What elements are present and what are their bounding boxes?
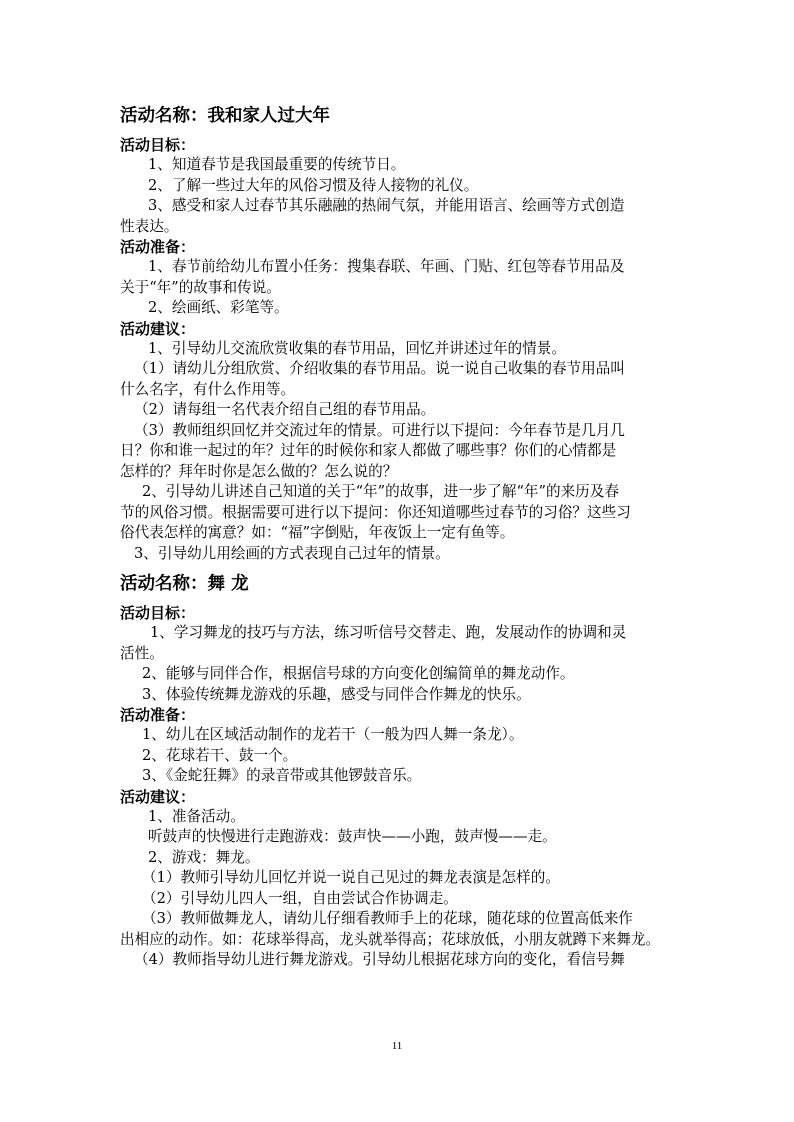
- paragraph-line: 1、幼儿在区域活动制作的龙若干（一般为四人舞一条龙）。: [142, 726, 524, 743]
- section-heading-advice: 活动建议：: [120, 319, 196, 338]
- paragraph-line: 怎样的？拜年时你是怎么做的？怎么说的？: [120, 462, 398, 480]
- paragraph-line: （3）教师做舞龙人，请幼儿仔细看教师手上的花球，随花球的位置高低来作: [142, 910, 633, 927]
- paragraph-line: 出相应的动作。如：花球举得高，龙头就举得高；花球放低，小朋友就蹲下来舞龙。: [120, 930, 660, 948]
- paragraph-line: 1、准备活动。: [148, 807, 245, 825]
- paragraph-line: 1、春节前给幼儿布置小任务：搜集春联、年画、门贴、红包等春节用品及: [148, 258, 625, 275]
- paragraph-line: 2、引导幼儿讲述自己知道的关于“年”的故事，进一步了解“年”的来历及春: [142, 483, 619, 500]
- paragraph-line: 3、体验传统舞龙游戏的乐趣，感受与同伴合作舞龙的快乐。: [142, 685, 531, 703]
- paragraph-line: 2、能够与同伴合作，根据信号球的方向变化创编简单的舞龙动作。: [142, 665, 575, 682]
- paragraph-line: 2、绘画纸、彩笔等。: [148, 299, 289, 316]
- activity-title: 活动名称：舞 龙: [120, 574, 249, 594]
- paragraph-line: 2、花球若干、鼓一个。: [142, 746, 298, 764]
- paragraph-line: 2、了解一些过大年的风俗习惯及待人接物的礼仪。: [148, 176, 479, 194]
- paragraph-line: 3、引导幼儿用绘画的方式表现自己过年的情景。: [134, 544, 450, 562]
- section-heading-goals: 活动目标：: [120, 604, 196, 622]
- activity-title: 活动名称：我和家人过大年: [120, 106, 330, 126]
- paragraph-line: 1、知道春节是我国最重要的传统节日。: [148, 156, 406, 173]
- paragraph-line: 关于“年”的故事和传说。: [120, 278, 281, 296]
- paragraph-line: 性表达。: [120, 217, 179, 235]
- paragraph-line: 听鼓声的快慢进行走跑游戏：鼓声快——小跑，鼓声慢——走。: [148, 828, 557, 845]
- paragraph-line: 俗代表怎样的寓意？如：“福”字倒贴，年夜饭上一定有鱼等。: [120, 524, 515, 541]
- section-heading-prep: 活动准备：: [120, 238, 196, 256]
- section-heading-advice: 活动建议：: [120, 787, 196, 806]
- paragraph-line: （3）教师组织回忆并交流过年的情景。可进行以下提问：今年春节是几月几: [134, 421, 625, 439]
- page-content: [120, 104, 680, 971]
- paragraph-line: 1、引导幼儿交流欣赏收集的春节用品，回忆并讲述过年的情景。: [148, 339, 566, 357]
- paragraph-line: （1）教师引导幼儿回忆并说一说自己见过的舞龙表演是怎样的。: [142, 869, 560, 886]
- page-number: 11: [391, 1040, 403, 1052]
- paragraph-line: 3、《金蛇狂舞》的录音带或其他锣鼓音乐。: [142, 767, 422, 784]
- paragraph-line: 1、学习舞龙的技巧与方法，练习听信号交替走、跑，发展动作的协调和灵: [150, 624, 627, 641]
- section-heading-prep: 活动准备：: [120, 706, 196, 724]
- paragraph-line: 3、感受和家人过春节其乐融融的热闹气氛，并能用语言、绘画等方式创造: [148, 197, 625, 214]
- paragraph-line: （2）请每组一名代表介绍自己组的春节用品。: [134, 401, 436, 418]
- paragraph-line: （1）请幼儿分组欣赏、介绍收集的春节用品。说一说自己收集的春节用品叫: [134, 360, 625, 377]
- paragraph-line: 日？你和谁一起过的年？过年的时候你和家人都做了哪些事？你们的心情都是: [120, 442, 617, 459]
- paragraph-line: 活性。: [120, 644, 164, 662]
- paragraph-line: 2、游戏：舞龙。: [148, 848, 260, 866]
- paragraph-line: 什么名字，有什么作用等。: [120, 380, 296, 398]
- section-heading-goals: 活动目标：: [120, 136, 196, 154]
- paragraph-line: （4）教师指导幼儿进行舞龙游戏。引导幼儿根据花球方向的变化，看信号舞: [134, 951, 625, 968]
- paragraph-line: 节的风俗习惯。根据需要可进行以下提问：你还知道哪些过春节的习俗？这些习: [120, 503, 631, 521]
- paragraph-line: （2）引导幼儿四人一组，自由尝试合作协调走。: [142, 889, 458, 907]
